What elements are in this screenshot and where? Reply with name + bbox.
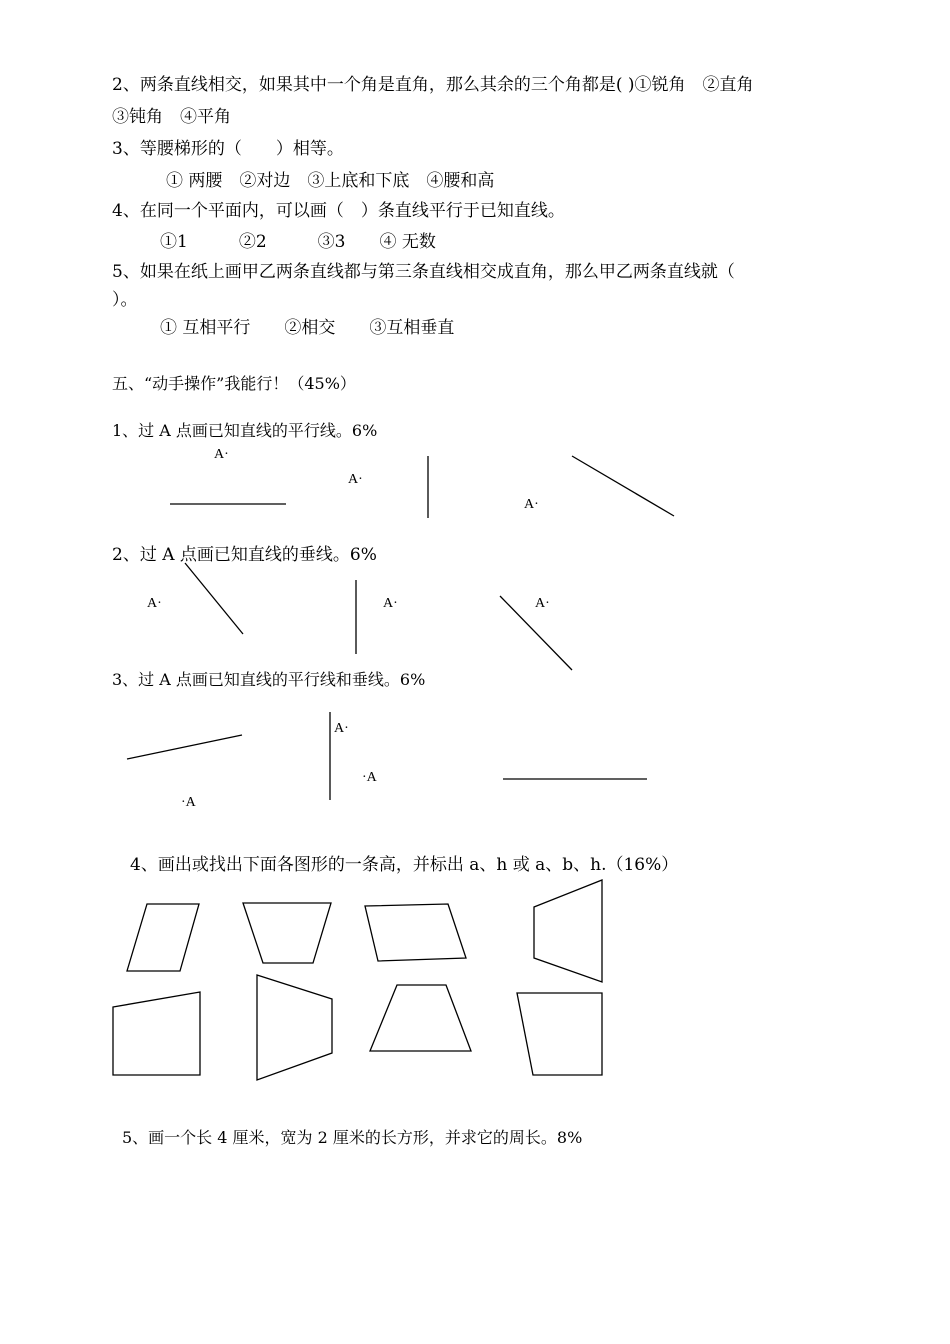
- op-q1-point-2: A·: [348, 472, 363, 487]
- shape-parallelogram-2: [365, 904, 466, 961]
- op-q3-point-2: ·A: [362, 770, 377, 785]
- op-q3-text: 3、过 A 点画已知直线的平行线和垂线。6%: [112, 670, 426, 689]
- op-q2-point-2: A·: [383, 596, 398, 611]
- q1-line-diagonal: [572, 456, 674, 516]
- shape-trapezoid-3: [113, 992, 200, 1075]
- q4-options: ①1 ②2 ③3 ④ 无数: [160, 232, 436, 252]
- q5-line1: 5、如果在纸上画甲乙两条直线都与第三条直线相交成直角，那么甲乙两条直线就（: [112, 262, 735, 282]
- op-q2-point-3: A·: [535, 596, 550, 611]
- op-q1-text: 1、过 A 点画已知直线的平行线。6%: [112, 421, 378, 440]
- q3-options: ① 两腰 ②对边 ③上底和下底 ④腰和高: [166, 171, 495, 191]
- shape-trapezoid-4: [257, 975, 332, 1080]
- q4-question: 4、在同一个平面内，可以画（ ）条直线平行于已知直线。: [112, 201, 565, 221]
- shape-trapezoid-5: [370, 985, 471, 1051]
- op-q1-point-1: A·: [214, 447, 229, 462]
- q3-question: 3、等腰梯形的（ ）相等。: [112, 139, 344, 159]
- q5-options: ① 互相平行 ②相交 ③互相垂直: [160, 318, 455, 338]
- op-q2-text: 2、过 A 点画已知直线的垂线。6%: [112, 545, 377, 565]
- shape-trapezoid-1: [243, 903, 331, 963]
- op-q3-point-1: A·: [334, 721, 349, 736]
- q5-line2: ）。: [112, 290, 138, 310]
- q2-line2: ③钝角 ④平角: [112, 107, 231, 127]
- shape-trapezoid-2: [534, 880, 602, 982]
- shape-parallelogram-1: [127, 904, 199, 971]
- op-q2-point-1: A·: [147, 596, 162, 611]
- op-q4-text: 4、画出或找出下面各图形的一条高，并标出 a、h 或 a、b、h.（16%）: [130, 855, 679, 875]
- q2-line-diagonal-1: [185, 563, 243, 634]
- q2-line1: 2、两条直线相交，如果其中一个角是直角，那么其余的三个角都是( )①锐角 ②直角: [112, 75, 754, 95]
- op-q1-point-3: A·: [524, 497, 539, 512]
- q3-line-slanted: [127, 735, 242, 759]
- section5-title: 五、“动手操作”我能行！（45%）: [112, 374, 356, 393]
- shape-quadrilateral: [517, 993, 602, 1075]
- op-q3-point-3: ·A: [181, 795, 196, 810]
- op-q5-text: 5、画一个长 4 厘米，宽为 2 厘米的长方形，并求它的周长。8%: [122, 1128, 583, 1147]
